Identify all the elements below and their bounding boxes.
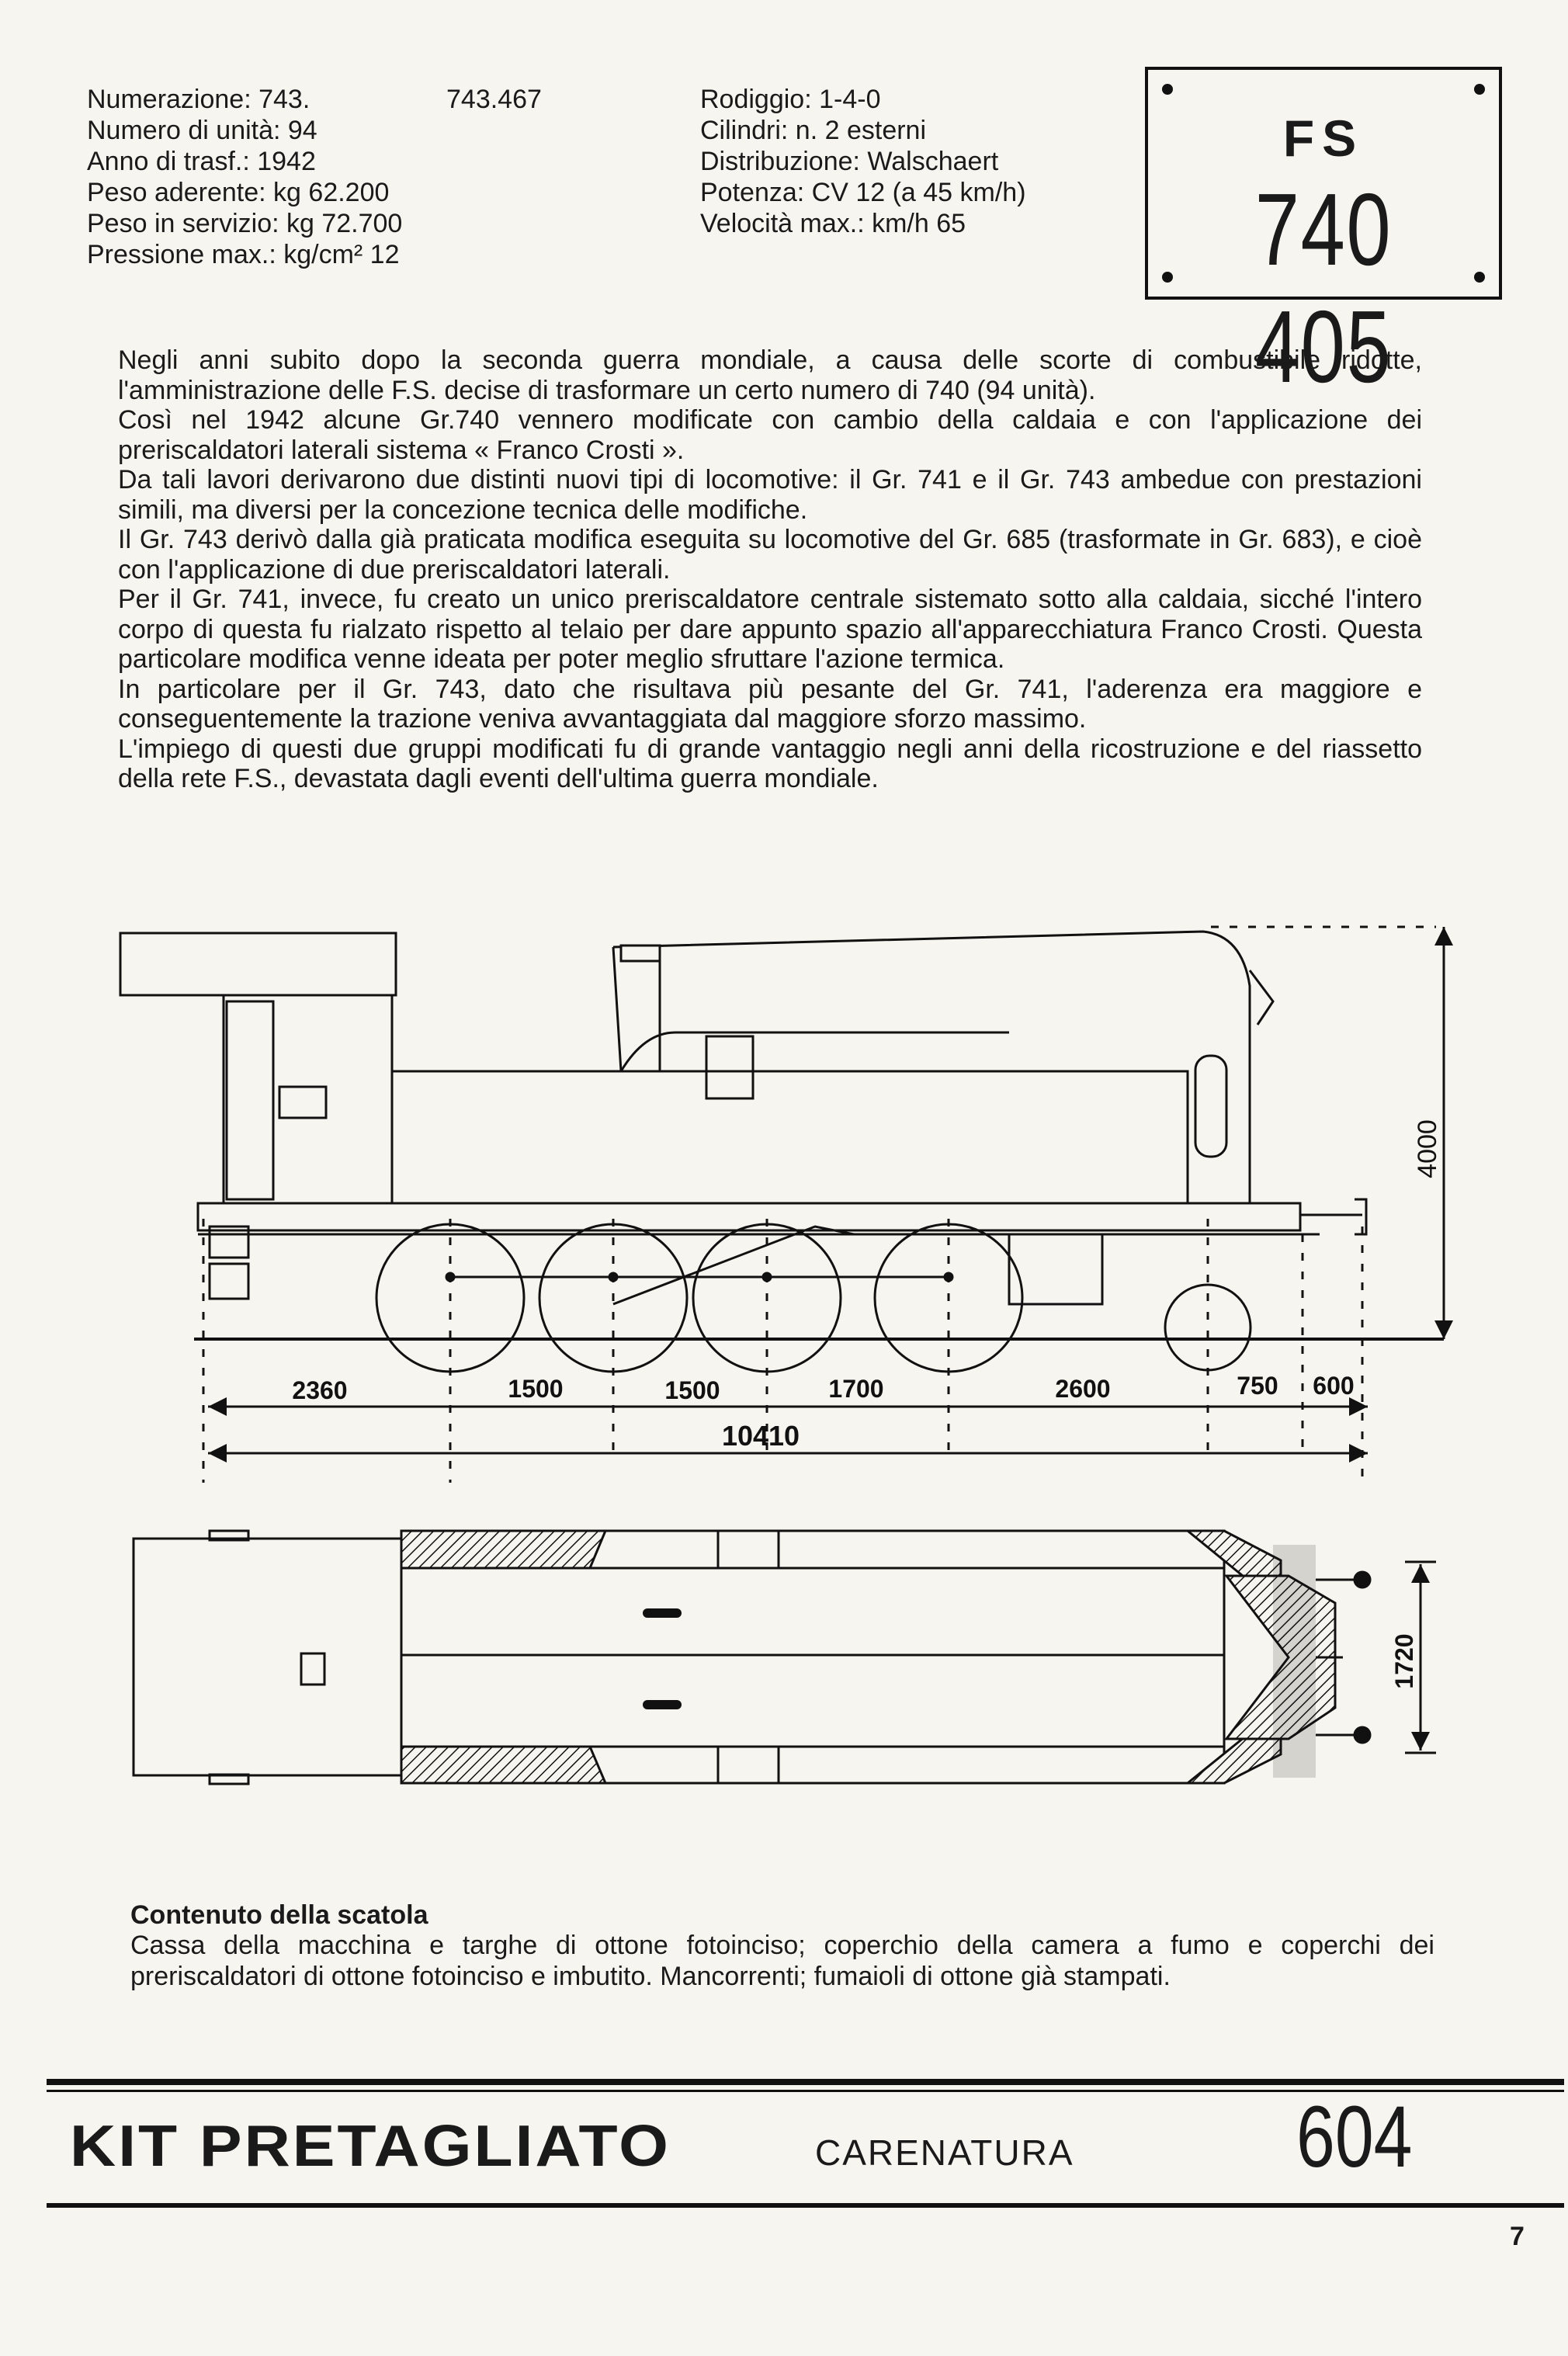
spec-line: Peso aderente: kg 62.200 (87, 178, 390, 207)
preheater-right (401, 1747, 605, 1783)
plate-fs: FS (1282, 109, 1365, 167)
spec-line: Cilindri: n. 2 esterni (700, 116, 927, 145)
cab (224, 995, 392, 1203)
dimension-total: 10410 (721, 1420, 800, 1452)
dimension-1500-b: 1500 (664, 1376, 720, 1404)
rivet-icon (1474, 84, 1485, 95)
history-text (118, 345, 1422, 794)
rivet-icon (1162, 84, 1173, 95)
dimension-600: 600 (1313, 1372, 1355, 1400)
spec-line: Distribuzione: Walschaert (700, 147, 999, 176)
spec-line: Pressione max.: kg/cm² 12 (87, 240, 400, 269)
dimension-2360: 2360 (292, 1376, 348, 1404)
contents-text: Cassa della macchina e targhe di ottone fotoinciso; coperchio della camera a fumo e coperchi dei preriscaldatori di ottone fotoinciso e imbutito. Mancorrenti; fumaioli di ottone già stampati. (130, 1931, 1434, 1991)
loco-number: 743.467 (446, 85, 542, 114)
cab-plan (134, 1539, 401, 1775)
dimension-1500-a: 1500 (508, 1375, 564, 1403)
cab-plan-window (301, 1653, 324, 1685)
spec-line: Numero di unità: 94 (87, 116, 317, 145)
sand-dome (706, 1036, 753, 1098)
plan-view-drawing (0, 1514, 1568, 1840)
kit-subtitle: CARENATURA (815, 2132, 1074, 2173)
dimension-1700: 1700 (828, 1375, 884, 1403)
spec-line: Velocità max.: km/h 65 (700, 209, 966, 238)
spec-line: Anno di trasf.: 1942 (87, 147, 316, 176)
cab-roof (120, 933, 396, 995)
bottom-rule (47, 2203, 1564, 2208)
boiler (392, 1071, 1188, 1203)
cab-window (279, 1087, 326, 1118)
rivet-icon (1474, 272, 1485, 283)
number-plate (1145, 67, 1502, 404)
paragraph: L'impiego di questi due gruppi modificati fu di grande vantaggio negli anni della ricostruzione e del riassetto della rete F.S., devastata dagli eventi dell'ultima guerra mondiale. (118, 734, 1422, 793)
preheater-left (401, 1531, 605, 1568)
paragraph: In particolare per il Gr. 743, dato che risultava più pesante del Gr. 741, l'aderenza era maggiore e conseguentemente la trazione veniva avvantaggiata dal maggiore sforzo massimo. (118, 674, 1422, 734)
specs-left (87, 84, 402, 270)
paragraph: Per il Gr. 741, invece, fu creato un unico preriscaldatore centrale sistemato sotto alla caldaia, sicché l'intero corpo di questa fu rialzato rispetto al telaio per dare appunto spazio all'apparecchiatura Franco Crosti. Questa particolare modifica venne ideata per poter meglio sfruttare l'azione termica. (118, 585, 1422, 674)
spec-line: Potenza: CV 12 (a 45 km/h) (700, 178, 1026, 207)
width-dimension: 1720 (1390, 1633, 1418, 1689)
rivet-icon (1162, 272, 1173, 283)
paragraph: Così nel 1942 alcune Gr.740 vennero modificate con cambio della caldaia e con l'applicazione dei preriscaldatori laterali sistema « Franco Crosti ». (118, 405, 1422, 465)
paragraph: Il Gr. 743 derivò dalla già praticata modifica eseguita su locomotive del Gr. 685 (trasformate in Gr. 683), e cioè con l'applicazione di due preriscaldatori laterali. (118, 525, 1422, 585)
spec-line: Rodiggio: 1-4-0 (700, 85, 881, 114)
contents-title: Contenuto della scatola (130, 1900, 428, 1930)
height-dimension: 4000 (1413, 1119, 1442, 1178)
dimension-750: 750 (1237, 1372, 1278, 1400)
plate-number: 740 405 (1254, 172, 1393, 404)
top-rule (47, 2079, 1564, 2085)
specs-right (700, 84, 1026, 239)
kit-title: KIT PRETAGLIATO (70, 2113, 671, 2179)
paragraph: Da tali lavori derivarono due distinti nuovi tipi di locomotive: il Gr. 741 e il Gr. 743 ambedue con prestazioni simili, ma diversi per la concezione tecnica delle modifiche. (118, 465, 1422, 525)
page-number: 7 (1510, 2222, 1525, 2251)
paragraph: Negli anni subito dopo la seconda guerra mondiale, a causa delle scorte di combustibile ridotte, l'amministrazione delle F.S. decise di trasformare un certo numero di 740 (94 unità). (118, 345, 1422, 405)
spec-line: Peso in servizio: kg 72.700 (87, 209, 403, 238)
dimension-2600: 2600 (1055, 1375, 1111, 1403)
kit-number: 604 (1296, 2088, 1413, 2185)
spec-line: Numerazione: 743. (87, 85, 310, 114)
side-view-drawing (0, 893, 1568, 1514)
